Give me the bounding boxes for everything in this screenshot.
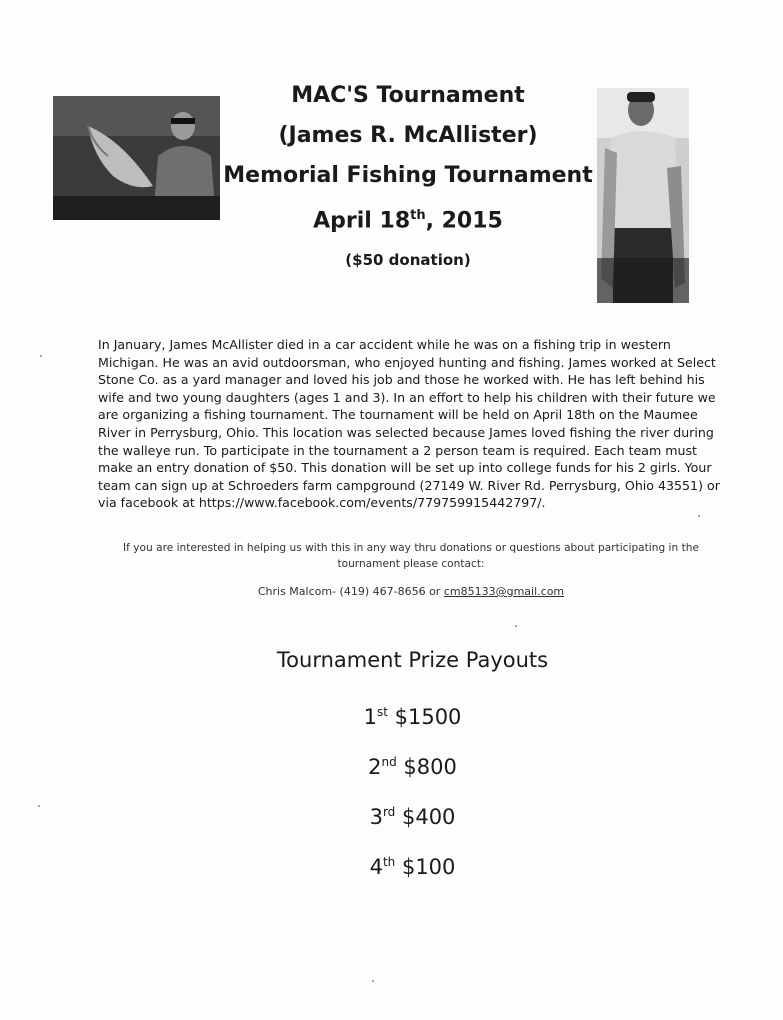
prize-payouts-title: Tournament Prize Payouts bbox=[276, 648, 549, 672]
prize-row-2 bbox=[220, 740, 605, 790]
scan-speck bbox=[40, 355, 42, 357]
prize-amount: $100 bbox=[401, 855, 456, 879]
prize-place: 4 bbox=[369, 855, 383, 879]
prize-place-suffix: nd bbox=[381, 755, 397, 769]
prize-row-3 bbox=[220, 790, 605, 840]
angler-photo-icon bbox=[53, 96, 220, 220]
angler-photo-left bbox=[53, 96, 220, 220]
prize-amount: $400 bbox=[401, 805, 456, 829]
date-month: April 18 bbox=[313, 208, 411, 234]
prize-place-suffix: th bbox=[382, 855, 396, 869]
prize-place: 3 bbox=[369, 805, 383, 829]
scan-speck bbox=[698, 515, 700, 517]
title-line-2: (James R. McAllister) bbox=[278, 123, 538, 148]
contact-email-link[interactable]: cm85133@gmail.com bbox=[443, 585, 565, 598]
tournament-title-block bbox=[222, 76, 594, 269]
prize-row-1 bbox=[220, 690, 605, 740]
prize-amount: $1500 bbox=[394, 705, 462, 729]
angler-photo-icon bbox=[597, 88, 689, 303]
date-year: , 2015 bbox=[425, 208, 503, 234]
help-request-text: If you are interested in helping us with this in any way thru donations or questions about participating in the tournament please contact: bbox=[123, 542, 699, 570]
title-line-1: MAC'S Tournament bbox=[291, 83, 525, 108]
prize-place-suffix: st bbox=[376, 705, 388, 719]
prize-row-4 bbox=[220, 840, 605, 890]
prize-place: 1 bbox=[363, 705, 377, 729]
prize-place-suffix: rd bbox=[382, 805, 396, 819]
title-line-3: Memorial Fishing Tournament bbox=[223, 163, 593, 188]
prize-payouts bbox=[220, 644, 605, 890]
scan-speck bbox=[515, 625, 517, 627]
scan-speck bbox=[372, 980, 374, 982]
contact-name-phone: Chris Malcom- (419) 467-8656 or bbox=[257, 585, 444, 598]
donation-amount: ($50 donation) bbox=[345, 251, 471, 270]
prize-place: 2 bbox=[368, 755, 382, 779]
prize-amount: $800 bbox=[403, 755, 457, 779]
tournament-date bbox=[222, 196, 594, 241]
contact-line bbox=[108, 585, 714, 598]
scan-speck bbox=[38, 805, 40, 807]
angler-photo-right bbox=[597, 88, 689, 303]
date-suffix: th bbox=[410, 208, 426, 223]
description-paragraph: In January, James McAllister died in a car accident while he was on a fishing trip in western Michigan. He was an avid outdoorsman, who enjoyed hunting and fishing. James worked at Select Stone Co. as a yard manager and loved his job and those he worked with. He has left behind his wife and two young daughters (ages 1 and 3). In an effort to help his children with their future we are organizing a fishing tournament. The tournament will be held on April 18th on the Maumee River in Perrysburg, Ohio. This location was selected because James loved fishing the river during the walleye run. To participate in the tournament a 2 person team is required. Each team must make an entry donation of $50. This donation will be set up into college funds for his 2 girls. Your team can sign up at Schroeders farm campground (27149 W. River Rd. Perrysburg, Ohio 43551) or via facebook at https://www.facebook.com/events/779759915442797/. bbox=[98, 337, 720, 511]
